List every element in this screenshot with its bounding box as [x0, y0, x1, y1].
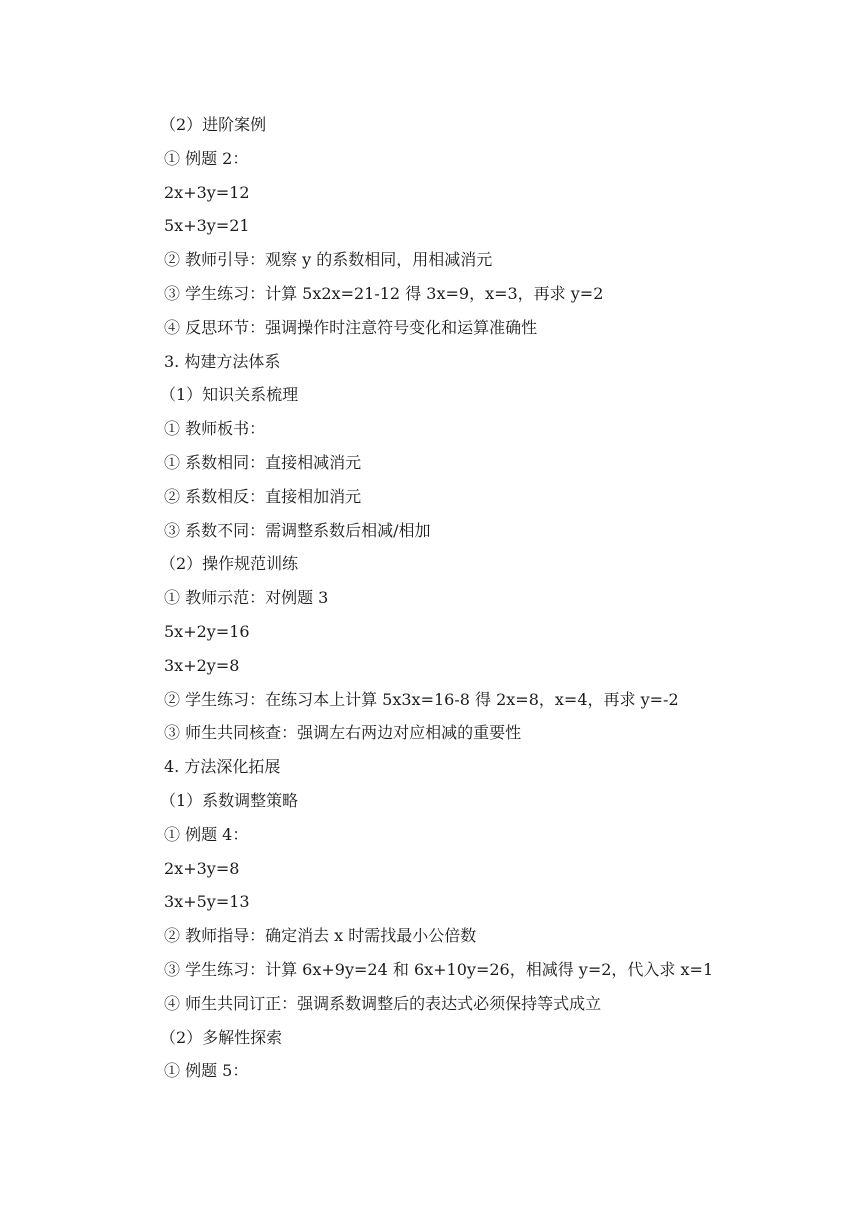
list-item: ① 教师板书： [164, 419, 266, 439]
equation: 5x+3y=21 [164, 216, 250, 236]
list-item: ③ 师生共同核查：强调左右两边对应相减的重要性 [164, 723, 522, 743]
document-body [160, 108, 764, 1088]
equation: 3x+2y=8 [164, 655, 240, 675]
list-item: ④ 师生共同订正：强调系数调整后的表达式必须保持等式成立 [164, 993, 602, 1013]
subsection-heading: （2）多解性探索 [160, 1027, 283, 1047]
list-item: ③ 学生练习：计算 5x2x=21-12 得 3x=9，x=3，再求 y=2 [164, 283, 604, 303]
subsection-heading: （2）进阶案例 [160, 115, 267, 134]
list-item: ① 例题 2： [164, 148, 249, 168]
equation: 3x+5y=13 [164, 892, 250, 912]
section-heading: 3. 构建方法体系 [164, 351, 281, 371]
list-item: ① 系数相同：直接相减消元 [164, 452, 362, 472]
list-item: ③ 系数不同：需调整系数后相减/相加 [164, 520, 431, 540]
list-item: ② 学生练习：在练习本上计算 5x3x=16-8 得 2x=8，x=4，再求 y=-2 [164, 689, 679, 709]
equation: 2x+3y=12 [164, 182, 250, 202]
subsection-heading: （1）系数调整策略 [160, 790, 299, 810]
equation: 5x+2y=16 [164, 621, 250, 641]
list-item: ① 教师示范：对例题 3 [164, 588, 329, 608]
subsection-heading: （2）操作规范训练 [160, 554, 299, 574]
list-item: ② 系数相反：直接相加消元 [164, 486, 362, 506]
list-item: ① 例题 4： [164, 824, 249, 844]
section-heading: 4. 方法深化拓展 [164, 757, 281, 777]
list-item: ① 例题 5： [164, 1061, 249, 1081]
equation: 2x+3y=8 [164, 858, 240, 878]
list-item: ② 教师引导：观察 y 的系数相同，用相减消元 [164, 250, 493, 270]
list-item: ③ 学生练习：计算 6x+9y=24 和 6x+10y=26，相减得 y=2，代入求 x=1 [164, 959, 714, 979]
subsection-heading: （1）知识关系梳理 [160, 385, 299, 405]
list-item: ④ 反思环节：强调操作时注意符号变化和运算准确性 [164, 317, 538, 337]
list-item: ② 教师指导：确定消去 x 时需找最小公倍数 [164, 926, 477, 946]
